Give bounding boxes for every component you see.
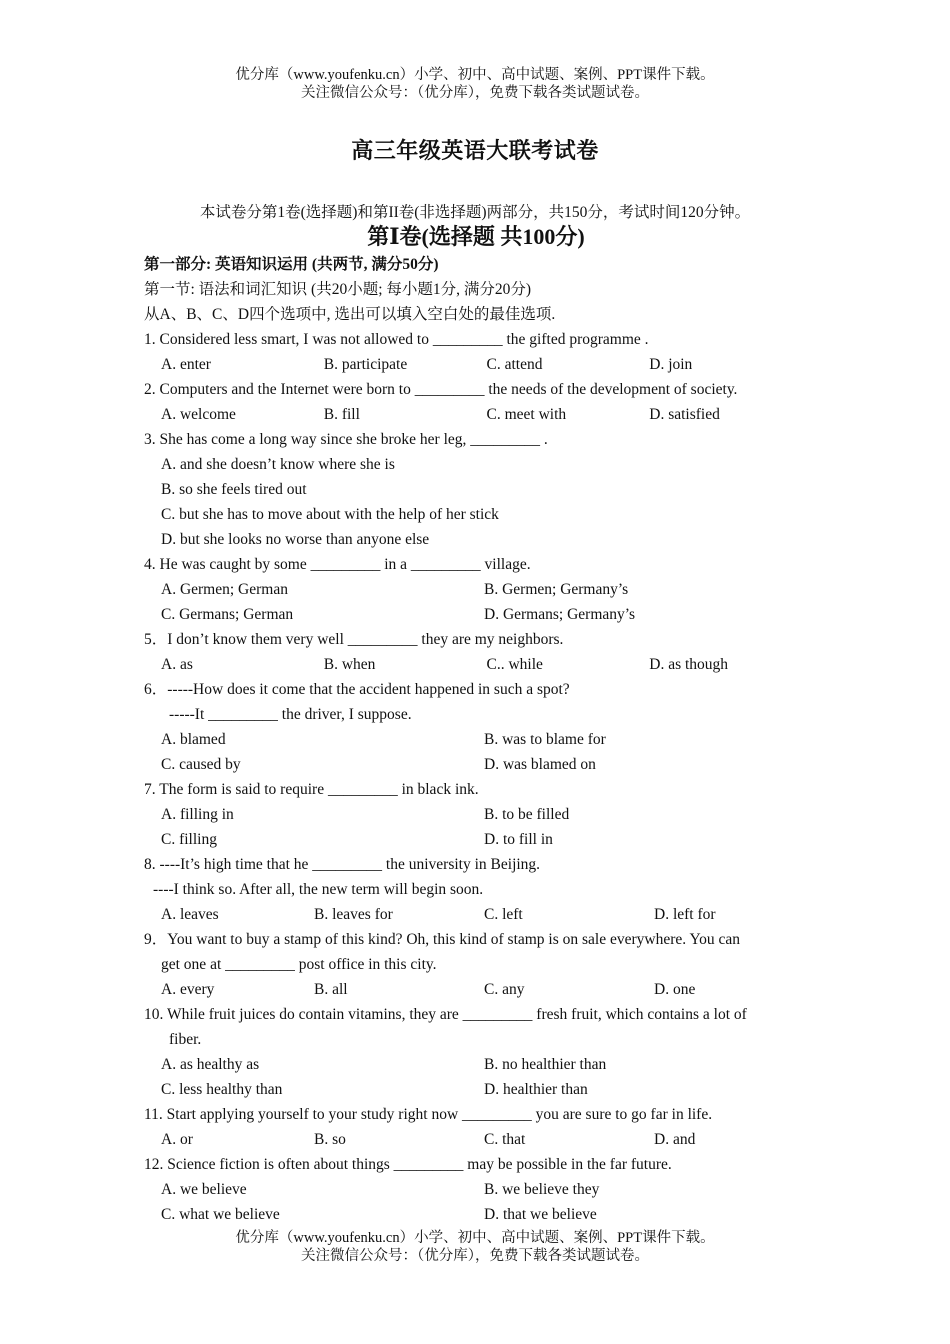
option: B. was to blame for — [484, 731, 606, 748]
question-stem: 4. He was caught by some _________ in a _________ village. — [144, 556, 531, 573]
question-options — [144, 352, 812, 377]
option: A. and she doesn’t know where she is — [161, 456, 395, 473]
page-header — [0, 66, 950, 102]
option: D. and — [654, 1131, 696, 1148]
option: A. as healthy as — [161, 1056, 260, 1073]
option: A. Germen; German — [161, 581, 288, 598]
header-line-1: 优分库（www.youfenku.cn）小学、初中、高中试题、案例、PPT课件下载。 — [235, 67, 715, 83]
question-options — [144, 1177, 812, 1202]
question-options — [144, 577, 812, 602]
question-options — [144, 827, 812, 852]
option: B. all — [314, 981, 348, 998]
question-options — [144, 727, 812, 752]
question-options — [144, 802, 812, 827]
question-stem-continued: -----It _________ the driver, I suppose. — [169, 706, 412, 723]
option: D. but she looks no worse than anyone else — [161, 531, 430, 548]
question-stem: 3. She has come a long way since she broke her leg, _________ . — [144, 431, 548, 448]
option: B. participate — [323, 356, 408, 373]
footer-line-1: 优分库（www.youfenku.cn）小学、初中、高中试题、案例、PPT课件下载。 — [235, 1230, 715, 1246]
exam-title: 高三年级英语大联考试卷 — [351, 138, 599, 163]
section-heading: 第一节: 语法和词汇知识 (共20小题; 每小题1分, 满分20分) — [144, 281, 532, 298]
option: A. blamed — [161, 731, 226, 748]
question-options — [144, 752, 812, 777]
option: D. Germans; Germany’s — [484, 606, 636, 623]
exam-intro: 本试卷分第1卷(选择题)和第II卷(非选择题)两部分，共150分，考试时间120分钟。 — [199, 204, 751, 221]
question-stem: 2. Computers and the Internet were born to _________ the needs of the development of society. — [144, 381, 738, 398]
question-stem-continued: ----I think so. After all, the new term will begin soon. — [153, 881, 484, 898]
question-options — [144, 902, 812, 927]
exam-content — [144, 222, 812, 1227]
option: C. any — [484, 981, 525, 998]
page-footer — [0, 1229, 950, 1265]
option: A. enter — [161, 356, 211, 373]
option: B. to be filled — [484, 806, 570, 823]
option: A. filling in — [161, 806, 234, 823]
option: A. as — [161, 656, 193, 673]
option: D. was blamed on — [484, 756, 596, 773]
option: C. meet with — [486, 406, 567, 423]
option: B. no healthier than — [484, 1056, 607, 1073]
question-options — [144, 602, 812, 627]
question-stem: 1. Considered less smart, I was not allowed to _________ the gifted programme . — [144, 331, 649, 348]
option: B. Germen; Germany’s — [484, 581, 629, 598]
option: C. less healthy than — [161, 1081, 283, 1098]
question-options — [144, 1127, 812, 1152]
option: C. filling — [161, 831, 217, 848]
option: C. Germans; German — [161, 606, 294, 623]
question-options — [144, 1077, 812, 1102]
option: C. attend — [486, 356, 543, 373]
question-stem: 6．-----How does it come that the accident happened in such a spot? — [144, 681, 570, 698]
option: C. caused by — [161, 756, 241, 773]
footer-line-2: 关注微信公众号：（优分库），免费下载各类试题试卷。 — [301, 1248, 649, 1264]
question-stem: 10. While fruit juices do contain vitamins, they are _________ fresh fruit, which contains a lot of — [144, 1006, 747, 1023]
option: D. left for — [654, 906, 716, 923]
question-stem: 11. Start applying yourself to your study right now _________ you are sure to go far in life. — [144, 1106, 713, 1123]
question-stem: 5．I don’t know them very well _________ they are my neighbors. — [144, 631, 564, 648]
part-heading: 第一部分: 英语知识运用 (共两节, 满分50分) — [144, 256, 439, 273]
option: C. what we believe — [161, 1206, 280, 1223]
option: A. leaves — [161, 906, 219, 923]
question-options — [144, 652, 812, 677]
option: C.. while — [486, 656, 543, 673]
header-line-2: 关注微信公众号：（优分库），免费下载各类试题试卷。 — [301, 85, 649, 101]
option: B. so she feels tired out — [161, 481, 307, 498]
option: B. when — [323, 656, 376, 673]
option: B. leaves for — [314, 906, 393, 923]
option: B. fill — [323, 406, 360, 423]
question-stem: 9．You want to buy a stamp of this kind? Oh, this kind of stamp is on sale everywhere. You can — [144, 931, 740, 948]
question-stem: 12. Science fiction is often about things _________ may be possible in the far future. — [144, 1156, 672, 1173]
option: D. healthier than — [484, 1081, 588, 1098]
option: C. left — [484, 906, 523, 923]
question-stem-continued: fiber. — [169, 1031, 202, 1048]
option: D. as though — [649, 656, 729, 673]
question-stem: 8. ----It’s high time that he _________ the university in Beijing. — [144, 856, 541, 873]
option: D. that we believe — [484, 1206, 597, 1223]
question-stem-continued: get one at _________ post office in this city. — [161, 956, 437, 973]
option: C. but she has to move about with the help of her stick — [161, 506, 499, 523]
instruction: 从A、B、C、D四个选项中, 选出可以填入空白处的最佳选项. — [144, 306, 556, 323]
question-options — [144, 977, 812, 1002]
option: D. satisfied — [649, 406, 720, 423]
option: A. or — [161, 1131, 193, 1148]
option: A. every — [161, 981, 215, 998]
volume-title: 第Ⅰ卷(选择题 共100分) — [367, 224, 585, 249]
question-options — [144, 1052, 812, 1077]
question-stem: 7. The form is said to require _________ in black ink. — [144, 781, 479, 798]
option: A. we believe — [161, 1181, 247, 1198]
option: D. join — [649, 356, 693, 373]
question-options — [144, 1202, 812, 1227]
option: C. that — [484, 1131, 526, 1148]
option: A. welcome — [161, 406, 236, 423]
question-options — [144, 402, 812, 427]
option: D. one — [654, 981, 696, 998]
option: B. we believe they — [484, 1181, 600, 1198]
option: B. so — [314, 1131, 346, 1148]
option: D. to fill in — [484, 831, 553, 848]
